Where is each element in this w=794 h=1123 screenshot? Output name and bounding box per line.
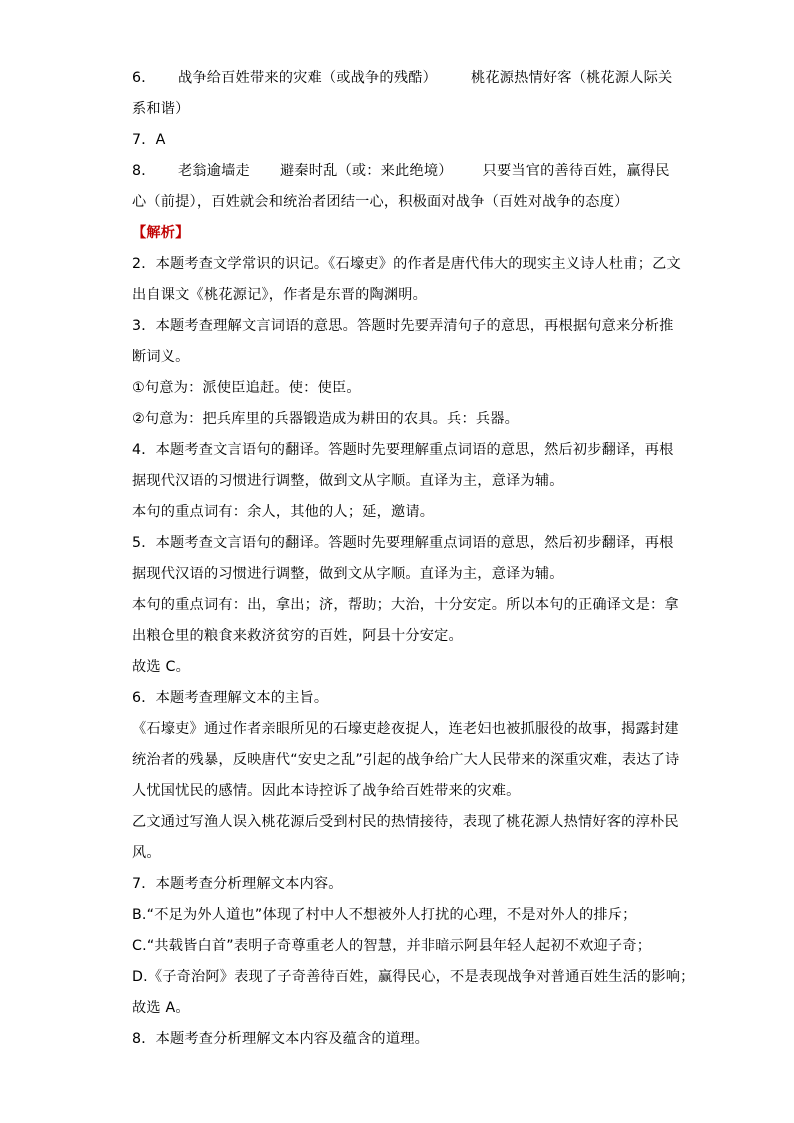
analysis-line: 风。 [132,845,161,861]
analysis-line: B.“不足为外人道也”体现了村中人不想被外人打扰的心理，不是对外人的排斥； [132,907,637,923]
analysis-line: 7．本题考查分析理解文本内容。 [132,876,343,892]
analysis-line: 3．本题考查理解文言词语的意思。答题时先要弄清句子的意思，再根据句意来分析推 [132,318,674,334]
analysis-line: C.“共载皆白首”表明子奇尊重老人的智慧，并非暗示阿县年轻人起初不欢迎子奇； [132,938,652,954]
analysis-line: 本句的重点词有：出，拿出；济，帮助；大治，十分安定。所以本句的正确译文是：拿 [132,597,679,613]
answer-8-part1: 老翁逾墙走 [178,163,250,179]
answer-6 [132,63,673,94]
analysis-line: 故选 A。 [132,1000,190,1016]
answer-8-number: 8． [132,163,156,179]
analysis-line: 出自课文《桃花源记》，作者是东晋的陶渊明。 [132,287,428,303]
analysis-line: D.《子奇治阿》表现了子奇善待百姓，赢得民心，不是表现战争对普通百姓生活的影响； [132,969,695,985]
answer-content [132,63,695,1055]
answer-6-number: 6． [132,70,156,86]
answer-8 [132,156,670,187]
answer-8-continuation: 心（前提），百姓就会和统治者团结一心，积极面对战争（百姓对战争的态度） [132,194,629,210]
answer-6-continuation: 系和谐） [132,101,190,117]
analysis-line: 本句的重点词有：余人，其他的人；延，邀请。 [132,504,435,520]
analysis-line: 6．本题考查理解文本的主旨。 [132,690,329,706]
answer-6-part1: 战争给百姓带来的灾难（或战争的残酷） [178,70,437,86]
analysis-line: 8．本题考查分析理解文本内容及蕴含的道理。 [132,1031,429,1047]
answer-6-part2: 桃花源热情好客（桃花源人际关 [470,70,673,86]
analysis-line: 断词义。 [132,349,190,365]
analysis-line: 2．本题考查文学常识的识记。《石壕吏》的作者是唐代伟大的现实主义诗人杜甫；乙文 [132,256,681,272]
answer-7: 7．A [132,132,166,148]
analysis-line: 统治者的残暴，反映唐代“安史之乱”引起的战争给广大人民带来的深重灾难，表达了诗 [132,752,680,768]
analysis-line: 人忧国忧民的感情。因此本诗控诉了战争给百姓带来的灾难。 [132,783,521,799]
analysis-line: 出粮仓里的粮食来救济贫穷的百姓，阿县十分安定。 [132,628,463,644]
analysis-line: 《石壕吏》通过作者亲眼所见的石壕吏趁夜捉人，连老妇也被抓服役的故事，揭露封建 [132,721,679,737]
analysis-line: 故选 C。 [132,659,190,675]
analysis-line: 5．本题考查文言语句的翻译。答题时先要理解重点词语的意思，然后初步翻译，再根 [132,535,674,551]
analysis-line: 据现代汉语的习惯进行调整，做到文从字顺。直译为主，意译为辅。 [132,473,564,489]
analysis-line: 据现代汉语的习惯进行调整，做到文从字顺。直译为主，意译为辅。 [132,566,564,582]
analysis-heading: 【解析】 [132,225,190,241]
answer-8-part3: 只要当官的善待百姓，赢得民 [482,163,670,179]
answer-8-part2: 避秦时乱（或：来此绝境） [279,163,453,179]
analysis-line: ①句意为：派使臣追赶。使：使臣。 [132,380,361,396]
analysis-line: 4．本题考查文言语句的翻译。答题时先要理解重点词语的意思，然后初步翻译，再根 [132,442,674,458]
analysis-line: 乙文通过写渔人误入桃花源后受到村民的热情接待，表现了桃花源人热情好客的淳朴民 [132,814,679,830]
analysis-line: ②句意为：把兵库里的兵器锻造成为耕田的农具。兵：兵器。 [132,411,519,427]
